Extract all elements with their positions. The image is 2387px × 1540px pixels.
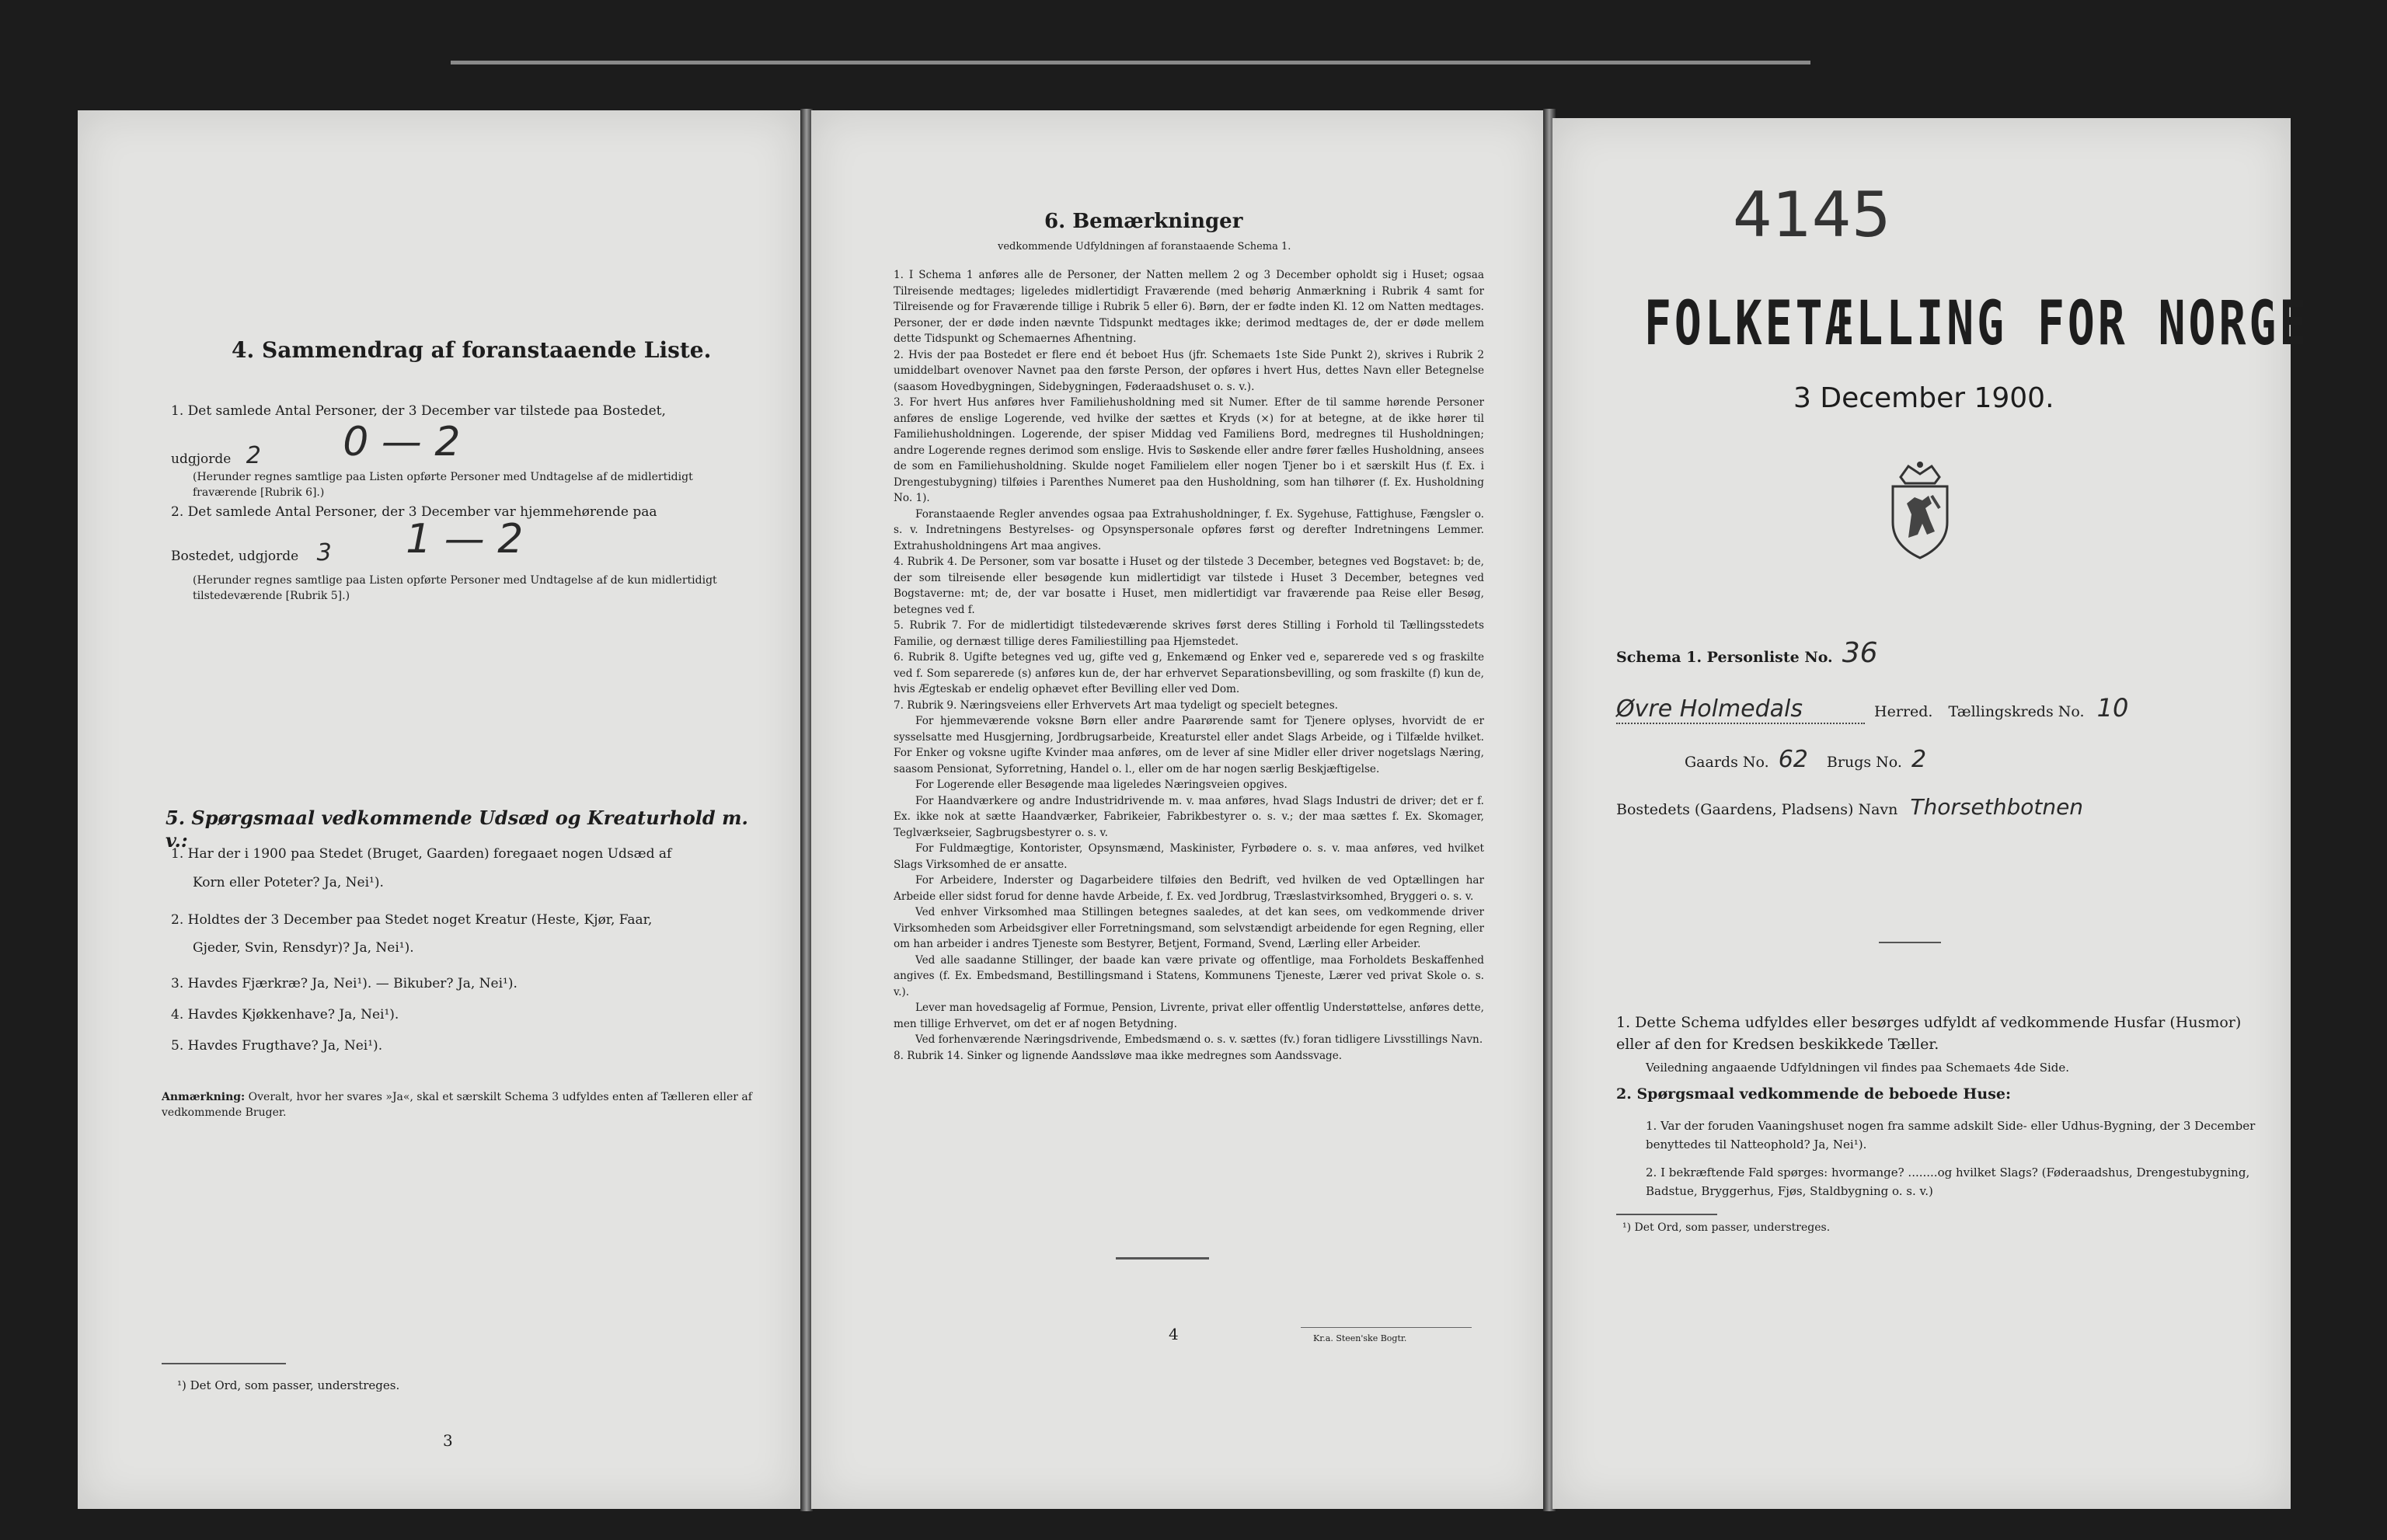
- item1-note: (Herunder regnes samtlige paa Listen opførte Personer med Undtagelse af de midlertidigt fraværende [Rubrik 6].): [193, 471, 693, 499]
- q2: 2. Holdtes der 3 December paa Stedet noget Kreatur (Heste, Kjør, Faar,: [171, 912, 653, 928]
- q1: 1. Har der i 1900 paa Stedet (Bruget, Gaarden) foregaaet nogen Udsæd af: [171, 846, 672, 862]
- bosted-hand: Thorsethbotnen: [1910, 794, 2084, 820]
- item1-hand-a: 2: [246, 442, 261, 469]
- remark-paragraph: Ved forhenværende Næringsdrivende, Embedsmænd o. s. v. sættes (fv.) foran tidligere Livsstillings Navn.: [915, 1033, 1483, 1046]
- item2-bostedet: Bostedet, udgjorde: [171, 549, 299, 564]
- item1-line: [171, 419, 761, 469]
- instruction-1-note: Veiledning angaaende Udfyldningen vil findes paa Schemaets 4de Side.: [1646, 1061, 2070, 1075]
- archive-number: 4145: [1733, 179, 1891, 251]
- gaards-line: [1685, 746, 2151, 773]
- herred-hand: Øvre Holmedals: [1616, 695, 1865, 724]
- gaards-hand: 62: [1778, 746, 1808, 773]
- kreds-label: Tællingskreds No.: [1948, 703, 2085, 720]
- remark-paragraph: For Logerende eller Besøgende maa ligeledes Næringsveien opgives.: [915, 779, 1288, 791]
- footnote-rule: [1616, 1214, 1717, 1215]
- section-rule: [1116, 1257, 1209, 1260]
- section5-title: 5. Spørgsmaal vedkommende Udsæd og Kreaturhold m. v.:: [166, 807, 748, 852]
- remark-paragraph: Ved enhver Virksomhed maa Stillingen betegnes saaledes, at det kan sees, om vedkommende driver Virksomheden som Arbeidsgiver eller Forretningsmand, som selvstændigt arbeidende for egen Regning, eller om han arbeider i andres Tjeneste som Bestyrer, Betjent, Formand, Svend, Lærling eller Arbeider.: [894, 906, 1484, 950]
- right-page: [1552, 118, 2310, 1509]
- kreds-hand: 10: [2096, 693, 2129, 723]
- item2-hand-b: 1 — 2: [406, 516, 524, 563]
- left-page: [78, 110, 800, 1509]
- remark-paragraph: 8. Rubrik 14. Sinker og lignende Aandssløve maa ikke medregnes som Aandssvage.: [894, 1049, 1343, 1062]
- scan-top-rule: [451, 61, 1810, 64]
- anm-text: Overalt, hvor her svares »Ja«, skal et særskilt Schema 3 udfyldes enten af Tælleren eller af vedkommende Bruger.: [162, 1091, 752, 1119]
- footnote: ¹) Det Ord, som passer, understreges.: [177, 1378, 400, 1392]
- q4: 4. Havdes Kjøkkenhave? Ja, Nei¹).: [171, 1007, 399, 1023]
- remark-paragraph: Lever man hovedsagelig af Formue, Pension, Livrente, privat eller offentlig Understøttelse, anføres dette, men tillige Erhvervet, om det er af nogen Betydning.: [894, 1002, 1484, 1030]
- herred-line: [1616, 693, 2269, 732]
- remark-paragraph: For Arbeidere, Inderster og Dagarbeidere tilføies den Bedrift, ved hvilken de ved Optællingen har Arbeide eller sidst forud for denne havde Arbeide, f. Ex. ved Jordbrug, Træslastvirksomhed, Bryggeri o. s. v.: [894, 874, 1484, 903]
- item2-note: (Herunder regnes samtlige paa Listen opførte Personer med Undtagelse af de kun midlertidigt tilstedeværende [Rubrik 5].): [193, 574, 717, 602]
- bosted-line: [1616, 794, 2253, 820]
- page-number: 3: [443, 1431, 453, 1450]
- printer-rule: [1301, 1327, 1472, 1328]
- middle-page: [811, 110, 1545, 1509]
- anm-label: Anmærkning:: [162, 1091, 246, 1103]
- remark-paragraph: For Fuldmægtige, Kontorister, Opsynsmænd, Maskinister, Fyrbødere o. s. v. maa anføres, ved hvilket Slags Virksomhed de er ansatte.: [894, 842, 1484, 871]
- remark-paragraph: 6. Rubrik 8. Ugifte betegnes ved ug, gifte ved g, Enkemænd og Enker ved e, separerede ved s og fraskilte ved f. Som separerede (s) anføres kun de, der har erhvervet Separationsbevilling, og som fraskilte (f) kun de, hvis Ægteskab er endelig ophævet efter Bevilling eller ved Dom.: [894, 651, 1484, 695]
- item2-text: 2. Det samlede Antal Personer, der 3 December var hjemmehørende paa: [171, 504, 657, 520]
- remark-paragraph: For hjemmeværende voksne Børn eller andre Paarørende samt for Tjenere oplyses, hvorvidt de er sysselsatte med Husgjerning, Jordbrugsarbeide, Kreaturstel eller andet Slags Arbeide, og i Tilfælde hvilket. For Enker og voksne ugifte Kvinder maa anføres, om de lever af sine Midler eller driver nogetslags Næring, saasom Pensionat, Syforretning, Handel o. l., eller om de har nogen særlig Beskjæftigelse.: [894, 715, 1484, 775]
- instruction-1: 1. Dette Schema udfyldes eller besørges udfyldt af vedkommende Husfar (Husmor) eller af den for Kredsen beskikkede Tæller.: [1616, 1014, 2242, 1053]
- schema-number-hand: 36: [1842, 637, 1878, 669]
- gaards-label: Gaards No.: [1685, 754, 1769, 771]
- remark-paragraph: 3. For hvert Hus anføres hver Familiehusholdning med sit Numer. Efter de til samme hørende Personer anføres de enslige Logerende, ved hvilke der sættes et Kryds (×) for at betegne, at de ikke hører til Familiehusholdningen. Logerende, der spiser Middag ved Familiens Bord, medregnes til Husholdningen; andre Logerende regnes derimod som enslige. Hvis to Søskende eller andre fører fælles Husholdning, ansees de som en Familiehusholdning. Skulde noget Familielem eller nogen Tjener bo i et særskilt Hus (f. Ex. i Drengestubygning) tilføies i Parenthes Numeret paa den Husholdning, som han tilhører (f. Ex. Husholdning No. 1).: [894, 396, 1484, 504]
- brugs-hand: 2: [1911, 746, 1927, 773]
- remark-paragraph: 4. Rubrik 4. De Personer, som var bosatte i Huset og der tilstede 3 December, betegnes ved Bogstavet: b; de, der som tilreisende eller besøgende kun midlertidigt var tilstede i Huset 3 December, betegnes ved Bogstaverne: mt; de, der var bosatte i Huset, men midlertidigt var fraværende paa Reise eller Besøg, betegnes ved f.: [894, 556, 1484, 616]
- instruction-2a: 1. Var der foruden Vaaningshuset nogen fra samme adskilt Side- eller Udhus-Bygning, der 3 December benyttedes til Natteophold? Ja, Nei¹).: [1646, 1119, 2256, 1152]
- item1-text: 1. Det samlede Antal Personer, der 3 December var tilstede paa Bostedet,: [171, 403, 666, 419]
- footnote-rule: [162, 1363, 286, 1364]
- instruction-2: 2. Spørgsmaal vedkommende de beboede Huse:: [1616, 1085, 2011, 1103]
- q5: 5. Havdes Frugthave? Ja, Nei¹).: [171, 1038, 383, 1054]
- q3: 3. Havdes Fjærkræ? Ja, Nei¹). — Bikuber? Ja, Nei¹).: [171, 976, 517, 991]
- herred-label: Herred.: [1874, 703, 1933, 720]
- remark-paragraph: 2. Hvis der paa Bostedet er flere end ét beboet Hus (jfr. Schemaets 1ste Side Punkt 2), skrives i Rubrik 2 umiddelbart ovenover Navnet paa den første Person, der opføres i hvert Hus, dettes Navn eller Betegnelse (saasom Hovedbygningen, Sidebygningen, Føderaadshuset o. s. v.).: [894, 348, 1484, 393]
- remark-paragraph: 1. I Schema 1 anføres alle de Personer, der Natten mellem 2 og 3 December opholdt sig i Huset; ogsaa Tilreisende medtages; ligeledes midlertidigt Fraværende (med behørig Anmærkning i Rubrik 4 samt for Tilreisende og for Fraværende tillige i Rubrik 5 eller 6). Børn, der er fødte inden Kl. 12 om Natten medtages. Personer, der er døde inden nævnte Tidspunkt medtages ikke; derimod medtages de, der er døde mellem dette Tidspunkt og Schemaernes Afhentning.: [894, 269, 1484, 345]
- coat-of-arms: [1877, 460, 1963, 561]
- remark-paragraph: 5. Rubrik 7. For de midlertidigt tilstedeværende skrives først deres Stilling i Forhold til Tællingsstedets Familie, og dernæst tillige deres Familiestilling paa Hjemstedet.: [894, 619, 1484, 648]
- norwegian-lion-crest-icon: [1877, 460, 1963, 561]
- instruction-2b: 2. I bekræftende Fald spørges: hvormange? ........og hvilket Slags? (Føderaadshus, Drengestubygning, Badstue, Bryggerhus, Fjøs, Staldbygning o. s. v.): [1646, 1165, 2250, 1198]
- q2b: Gjeder, Svin, Rensdyr)? Ja, Nei¹).: [193, 940, 414, 956]
- item1-hand-b: 0 — 2: [343, 419, 461, 465]
- census-title: FOLKETÆLLING FOR NORGE: [1644, 287, 2310, 359]
- item1-udgjorde: udgjorde: [171, 451, 232, 467]
- remarks-title: 6. Bemærkninger: [1044, 210, 1243, 233]
- remark-paragraph: Foranstaaende Regler anvendes ogsaa paa Extrahusholdninger, f. Ex. Sygehuse, Fattighuse, Fængsler o. s. v. Indretningens Bestyrelses- og Opsynspersonale opføres først og derefter Indretningens Lemmer. Extrahusholdningens Art maa angives.: [894, 507, 1484, 552]
- brugs-label: Brugs No.: [1826, 754, 1902, 771]
- item2-hand-a: 3: [316, 539, 332, 566]
- remarks-list: [894, 267, 1484, 1064]
- remark-paragraph: For Haandværkere og andre Industridrivende m. v. maa anføres, hvad Slags Industri de driver; det er f. Ex. ikke nok at sætte Haandværker, Fabrikeier, Fabrikbestyrer o. s. v.; der maa sættes f. Ex. Skomager, Teglværkseier, Sagbrugsbestyrer o. s. v.: [894, 794, 1484, 839]
- ornament-rule: [1879, 942, 1941, 943]
- remark-paragraph: Ved alle saadanne Stillinger, der baade kan være private og offentlige, maa Forholdets Beskaffenhed angives (f. Ex. Embedsmand, Bestillingsmand i Statens, Kommunens Tjeneste, Lærer ved privat Skole o. s. v.).: [894, 953, 1484, 998]
- remark-paragraph: 7. Rubrik 9. Næringsveiens eller Erhvervets Art maa tydeligt og specielt betegnes.: [894, 699, 1338, 712]
- q1b: Korn eller Poteter? Ja, Nei¹).: [193, 875, 384, 890]
- section4-title: 4. Sammendrag af foranstaaende Liste.: [232, 337, 712, 363]
- schema-label: Schema 1. Personliste No.: [1616, 649, 1833, 666]
- footnote: ¹) Det Ord, som passer, understreges.: [1622, 1221, 1831, 1234]
- remarks-subtitle: vedkommende Udfyldningen af foranstaaende Schema 1.: [998, 241, 1291, 253]
- printer-imprint: Kr.a. Steen'ske Bogtr.: [1313, 1333, 1407, 1343]
- anmaerkning: [162, 1089, 768, 1120]
- item2-line: [171, 516, 761, 569]
- schema-line: [1616, 637, 2238, 669]
- page-number: 4: [1169, 1325, 1179, 1343]
- bosted-label: Bostedets (Gaardens, Pladsens) Navn: [1616, 801, 1898, 818]
- census-date: 3 December 1900.: [1793, 382, 2054, 414]
